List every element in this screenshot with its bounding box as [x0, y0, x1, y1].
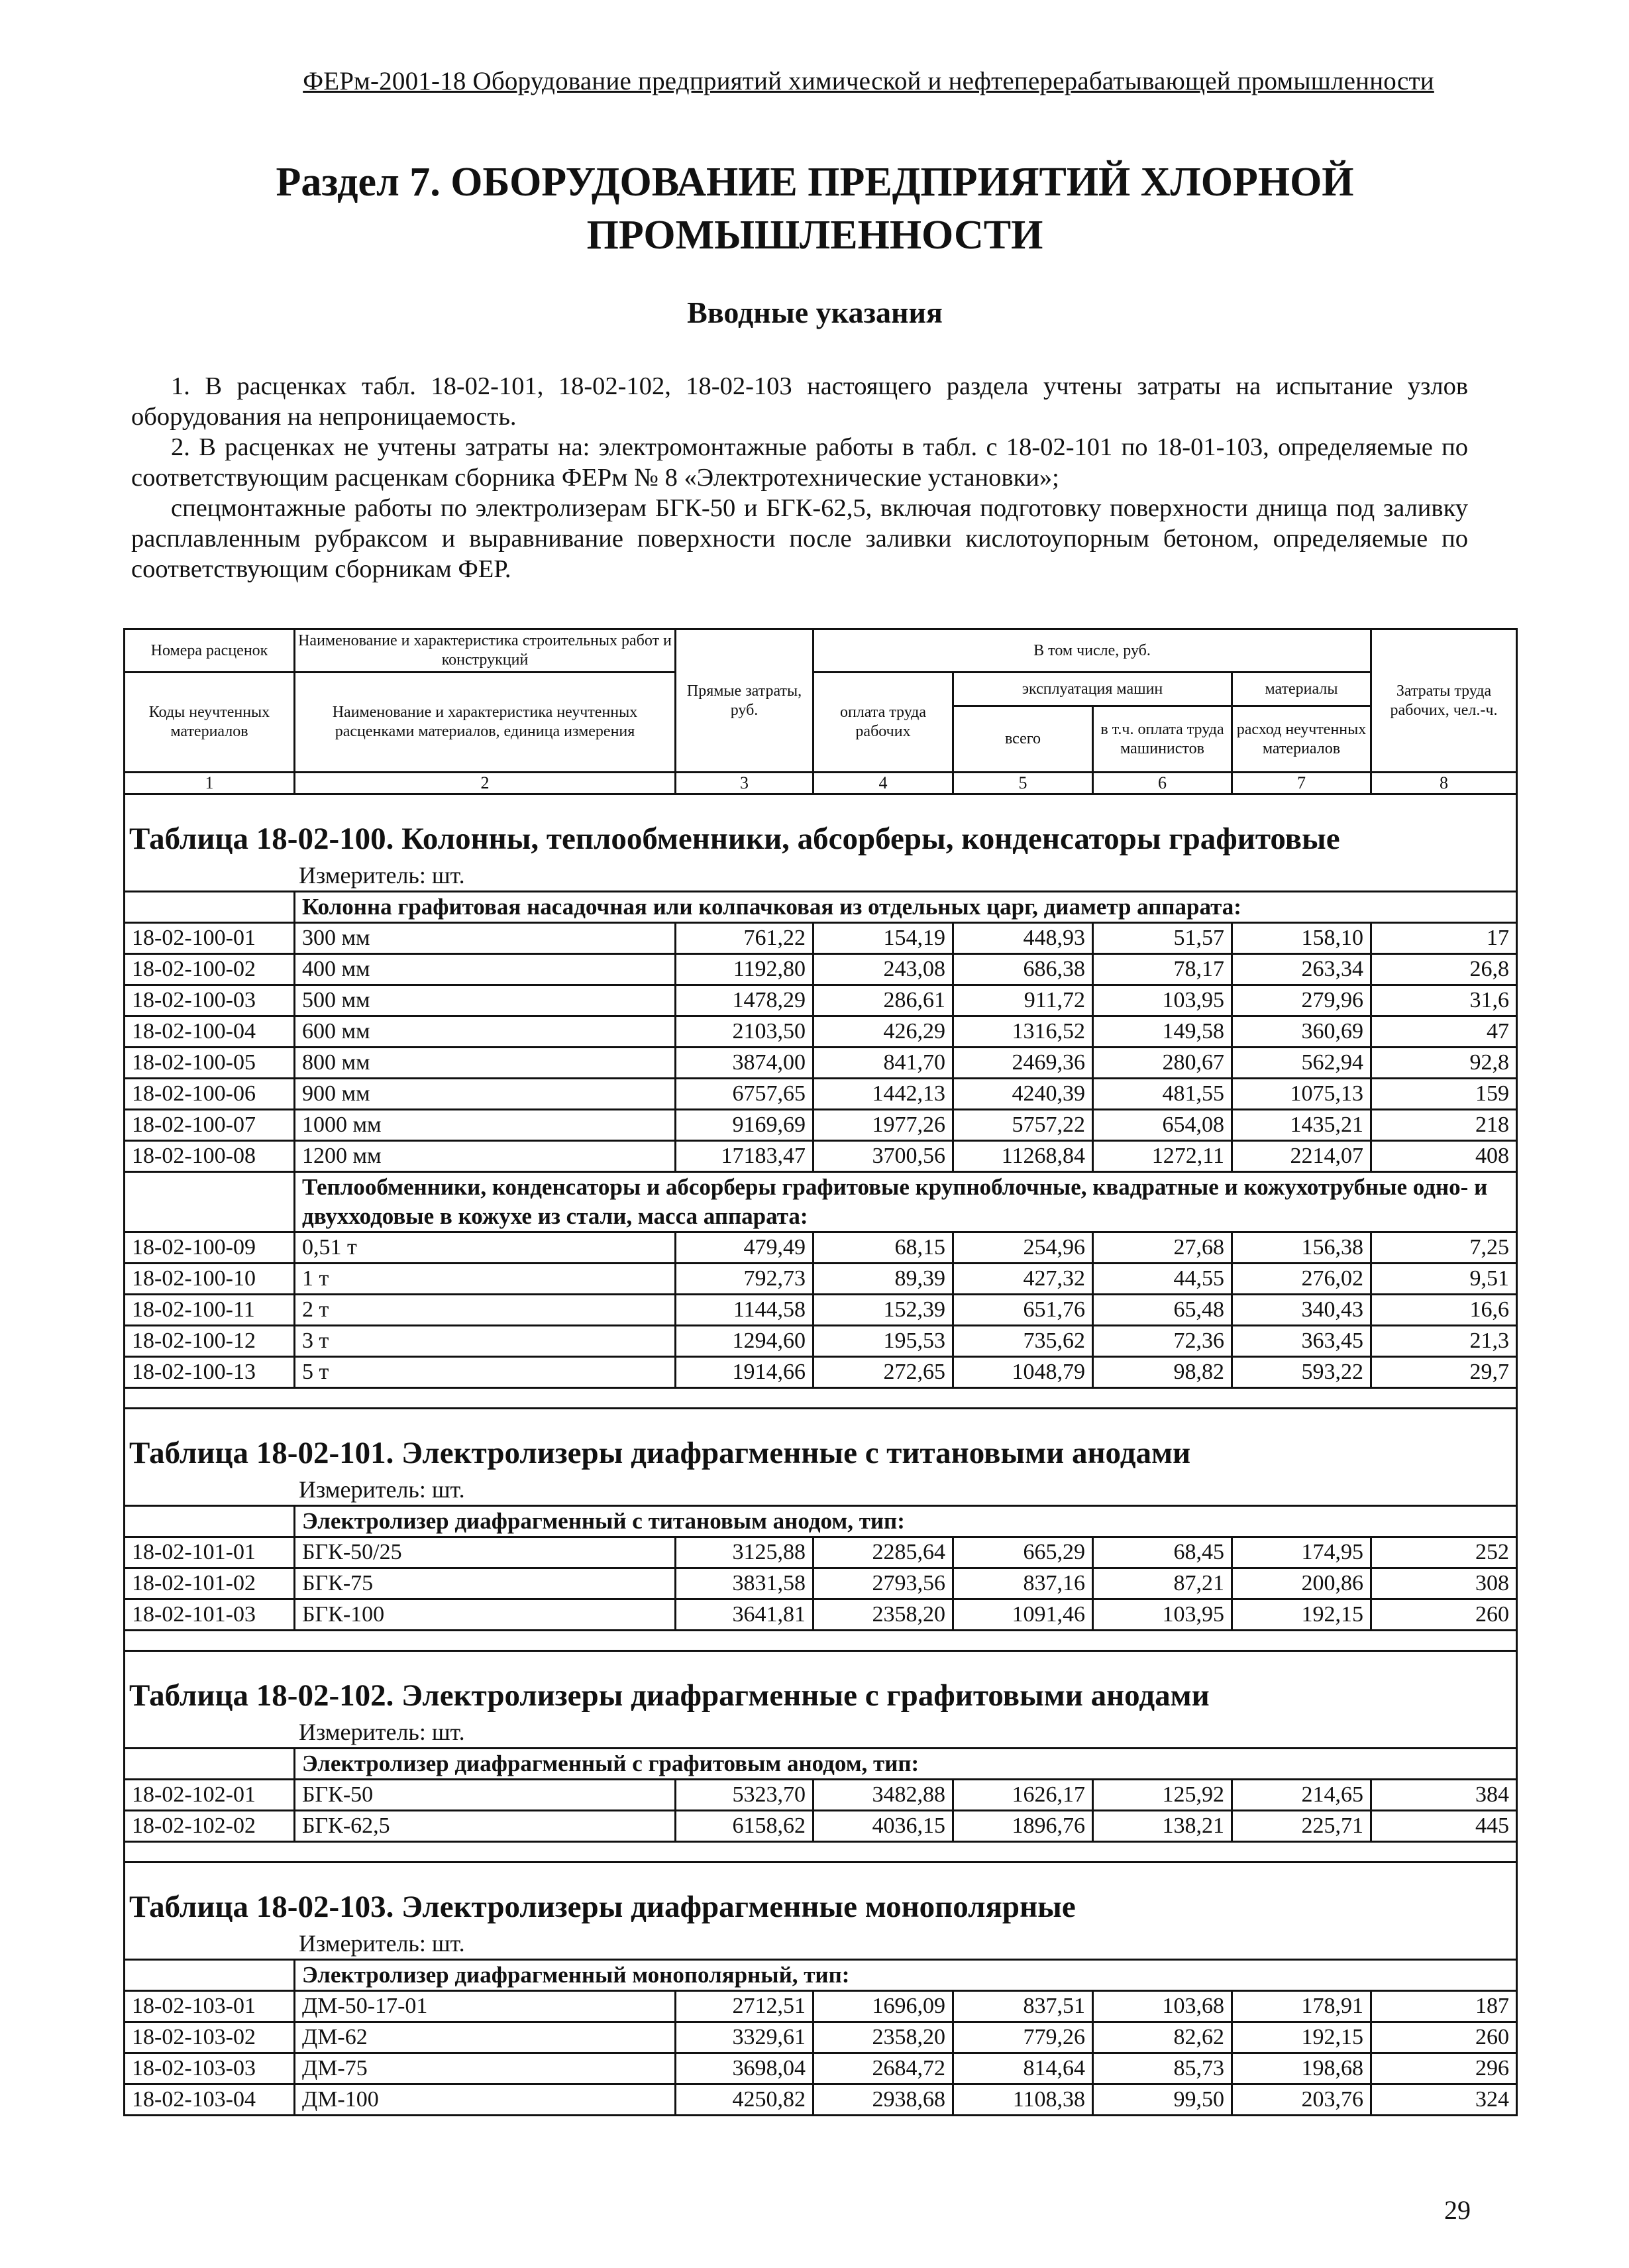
machinist-wages: 654,08	[1093, 1110, 1232, 1141]
worker-wages: 286,61	[814, 985, 953, 1016]
machines-total: 911,72	[953, 985, 1093, 1016]
materials: 203,76	[1232, 2084, 1371, 2116]
direct-costs: 761,22	[676, 923, 814, 954]
direct-costs: 1192,80	[676, 954, 814, 985]
group-row	[125, 1749, 1517, 1780]
rate-code: 18-02-100-07	[125, 1110, 295, 1141]
header-c1-bottom: Коды неучтенных материалов	[125, 673, 295, 773]
worker-wages: 2358,20	[814, 1599, 953, 1631]
measure-row	[125, 1474, 1517, 1506]
spacer-cell	[125, 1388, 1517, 1409]
running-header: ФЕРм-2001-18 Оборудование предприятий химической и нефтеперерабатывающей промышленности	[303, 67, 1434, 95]
direct-costs: 3125,88	[676, 1537, 814, 1568]
header-labor: Затраты труда рабочих, чел.-ч.	[1371, 629, 1517, 773]
intro-text	[131, 371, 1468, 584]
group-empty-cell	[125, 892, 295, 923]
item-name: ДМ-100	[295, 2084, 676, 2116]
group-title: Электролизер диафрагменный с титановым анодом, тип:	[295, 1506, 1517, 1537]
machines-total: 254,96	[953, 1232, 1093, 1264]
machinist-wages: 27,68	[1093, 1232, 1232, 1264]
rate-code: 18-02-100-01	[125, 923, 295, 954]
labor-hours: 26,8	[1371, 954, 1517, 985]
materials: 279,96	[1232, 985, 1371, 1016]
table-title: Таблица 18-02-101. Электролизеры диафрагменные с титановыми анодами	[125, 1409, 1517, 1475]
worker-wages: 841,70	[814, 1048, 953, 1079]
rate-code: 18-02-100-09	[125, 1232, 295, 1264]
rate-code: 18-02-100-08	[125, 1141, 295, 1172]
direct-costs: 792,73	[676, 1264, 814, 1295]
worker-wages: 243,08	[814, 954, 953, 985]
machinist-wages: 82,62	[1093, 2022, 1232, 2053]
table-row	[125, 1568, 1517, 1599]
item-name: 900 мм	[295, 1079, 676, 1110]
machines-total: 1048,79	[953, 1357, 1093, 1388]
table-spacer	[125, 1388, 1517, 1409]
direct-costs: 1478,29	[676, 985, 814, 1016]
table-row	[125, 1016, 1517, 1048]
machinist-wages: 51,57	[1093, 923, 1232, 954]
machinist-wages: 103,95	[1093, 985, 1232, 1016]
materials: 192,15	[1232, 2022, 1371, 2053]
price-table-body	[125, 629, 1517, 2116]
item-name: ДМ-62	[295, 2022, 676, 2053]
item-name: 300 мм	[295, 923, 676, 954]
table-row	[125, 954, 1517, 985]
column-number: 8	[1371, 773, 1517, 794]
header-machines-total: всего	[953, 706, 1093, 773]
materials: 1435,21	[1232, 1110, 1371, 1141]
materials: 200,86	[1232, 1568, 1371, 1599]
machines-total: 1108,38	[953, 2084, 1093, 2116]
column-number: 2	[295, 773, 676, 794]
table-row	[125, 1537, 1517, 1568]
materials: 562,94	[1232, 1048, 1371, 1079]
rate-code: 18-02-100-04	[125, 1016, 295, 1048]
materials: 263,34	[1232, 954, 1371, 985]
labor-hours: 187	[1371, 1991, 1517, 2022]
item-name: 2 т	[295, 1295, 676, 1326]
header-machines: эксплуатация машин	[953, 673, 1232, 706]
direct-costs: 2712,51	[676, 1991, 814, 2022]
direct-costs: 6158,62	[676, 1811, 814, 1842]
table-row	[125, 1048, 1517, 1079]
machinist-wages: 149,58	[1093, 1016, 1232, 1048]
measure-unit: Измеритель: шт.	[125, 1928, 1517, 1960]
spacer-cell	[125, 1631, 1517, 1651]
materials: 214,65	[1232, 1780, 1371, 1811]
worker-wages: 2793,56	[814, 1568, 953, 1599]
price-table	[123, 628, 1518, 2116]
table-spacer	[125, 1631, 1517, 1651]
machines-total: 2469,36	[953, 1048, 1093, 1079]
materials: 225,71	[1232, 1811, 1371, 1842]
rate-code: 18-02-101-02	[125, 1568, 295, 1599]
direct-costs: 3874,00	[676, 1048, 814, 1079]
table-row	[125, 1326, 1517, 1357]
table-row	[125, 1991, 1517, 2022]
table-row	[125, 1232, 1517, 1264]
item-name: 1000 мм	[295, 1110, 676, 1141]
labor-hours: 384	[1371, 1780, 1517, 1811]
labor-hours: 159	[1371, 1079, 1517, 1110]
section-title	[132, 156, 1497, 262]
worker-wages: 89,39	[814, 1264, 953, 1295]
rate-code: 18-02-102-02	[125, 1811, 295, 1842]
table-title: Таблица 18-02-100. Колонны, теплообменники, абсорберы, конденсаторы графитовые	[125, 794, 1517, 861]
item-name: 0,51 т	[295, 1232, 676, 1264]
rate-code: 18-02-103-04	[125, 2084, 295, 2116]
worker-wages: 1442,13	[814, 1079, 953, 1110]
group-empty-cell	[125, 1749, 295, 1780]
group-row	[125, 1172, 1517, 1232]
labor-hours: 17	[1371, 923, 1517, 954]
measure-unit: Измеритель: шт.	[125, 1474, 1517, 1506]
direct-costs: 3831,58	[676, 1568, 814, 1599]
worker-wages: 152,39	[814, 1295, 953, 1326]
machines-total: 1316,52	[953, 1016, 1093, 1048]
machines-total: 665,29	[953, 1537, 1093, 1568]
materials: 276,02	[1232, 1264, 1371, 1295]
materials: 340,43	[1232, 1295, 1371, 1326]
header-including: В том числе, руб.	[814, 629, 1371, 673]
machinist-wages: 1272,11	[1093, 1141, 1232, 1172]
table-row	[125, 1141, 1517, 1172]
group-title: Электролизер диафрагменный монополярный, тип:	[295, 1960, 1517, 1991]
labor-hours: 308	[1371, 1568, 1517, 1599]
table-title: Таблица 18-02-103. Электролизеры диафрагменные монополярные	[125, 1863, 1517, 1929]
rate-code: 18-02-100-06	[125, 1079, 295, 1110]
header-c2-top: Наименование и характеристика строительных работ и конструкций	[295, 629, 676, 673]
worker-wages: 426,29	[814, 1016, 953, 1048]
machinist-wages: 99,50	[1093, 2084, 1232, 2116]
worker-wages: 3482,88	[814, 1780, 953, 1811]
machinist-wages: 85,73	[1093, 2053, 1232, 2084]
labor-hours: 16,6	[1371, 1295, 1517, 1326]
rate-code: 18-02-100-11	[125, 1295, 295, 1326]
intro-paragraph: спецмонтажные работы по электролизерам БГК-50 и БГК-62,5, включая подготовку поверхности днища под заливку расплавленным рубраксом и выравнивание поверхности после заливки кислотоупорным бетоном, определяемые по соответствующим сборникам ФЕР.	[131, 494, 1468, 583]
item-name: БГК-50	[295, 1780, 676, 1811]
worker-wages: 195,53	[814, 1326, 953, 1357]
labor-hours: 21,3	[1371, 1326, 1517, 1357]
machines-total: 1626,17	[953, 1780, 1093, 1811]
table-row	[125, 1110, 1517, 1141]
machines-total: 11268,84	[953, 1141, 1093, 1172]
page-number: 29	[1444, 2195, 1471, 2225]
direct-costs: 3329,61	[676, 2022, 814, 2053]
item-name: БГК-75	[295, 1568, 676, 1599]
labor-hours: 445	[1371, 1811, 1517, 1842]
table-title-row	[125, 1863, 1517, 1929]
machines-total: 1091,46	[953, 1599, 1093, 1631]
labor-hours: 260	[1371, 1599, 1517, 1631]
group-empty-cell	[125, 1960, 295, 1991]
materials: 2214,07	[1232, 1141, 1371, 1172]
machinist-wages: 78,17	[1093, 954, 1232, 985]
table-row	[125, 2053, 1517, 2084]
item-name: 500 мм	[295, 985, 676, 1016]
measure-unit: Измеритель: шт.	[125, 860, 1517, 892]
column-number: 6	[1093, 773, 1232, 794]
table-row	[125, 1811, 1517, 1842]
direct-costs: 3698,04	[676, 2053, 814, 2084]
header-c2-bottom: Наименование и характеристика неучтенных расценками материалов, единица измерения	[295, 673, 676, 773]
rate-code: 18-02-102-01	[125, 1780, 295, 1811]
machines-total: 779,26	[953, 2022, 1093, 2053]
machinist-wages: 72,36	[1093, 1326, 1232, 1357]
intro-title: Вводные указания	[687, 296, 943, 329]
column-number: 4	[814, 773, 953, 794]
rate-code: 18-02-100-03	[125, 985, 295, 1016]
rate-code: 18-02-103-03	[125, 2053, 295, 2084]
section-title-line: Раздел 7. ОБОРУДОВАНИЕ ПРЕДПРИЯТИЙ ХЛОРНОЙ	[276, 160, 1354, 205]
materials: 198,68	[1232, 2053, 1371, 2084]
worker-wages: 154,19	[814, 923, 953, 954]
rate-code: 18-02-100-13	[125, 1357, 295, 1388]
direct-costs: 5323,70	[676, 1780, 814, 1811]
table-row	[125, 1295, 1517, 1326]
item-name: 400 мм	[295, 954, 676, 985]
machines-total: 837,16	[953, 1568, 1093, 1599]
item-name: БГК-50/25	[295, 1537, 676, 1568]
labor-hours: 31,6	[1371, 985, 1517, 1016]
machinist-wages: 280,67	[1093, 1048, 1232, 1079]
direct-costs: 1294,60	[676, 1326, 814, 1357]
group-title: Электролизер диафрагменный с графитовым анодом, тип:	[295, 1749, 1517, 1780]
direct-costs: 479,49	[676, 1232, 814, 1264]
group-row	[125, 1506, 1517, 1537]
labor-hours: 47	[1371, 1016, 1517, 1048]
section-title-line: ПРОМЫШЛЕННОСТИ	[586, 213, 1043, 258]
header-direct-costs: Прямые затраты, руб.	[676, 629, 814, 773]
materials: 593,22	[1232, 1357, 1371, 1388]
labor-hours: 9,51	[1371, 1264, 1517, 1295]
machinist-wages: 138,21	[1093, 1811, 1232, 1842]
machinist-wages: 87,21	[1093, 1568, 1232, 1599]
labor-hours: 260	[1371, 2022, 1517, 2053]
direct-costs: 2103,50	[676, 1016, 814, 1048]
spacer-cell	[125, 1842, 1517, 1863]
column-number: 5	[953, 773, 1093, 794]
table-row	[125, 923, 1517, 954]
labor-hours: 7,25	[1371, 1232, 1517, 1264]
group-row	[125, 1960, 1517, 1991]
item-name: 1 т	[295, 1264, 676, 1295]
column-number: 1	[125, 773, 295, 794]
machinist-wages: 44,55	[1093, 1264, 1232, 1295]
rate-code: 18-02-101-03	[125, 1599, 295, 1631]
table-title-row	[125, 1651, 1517, 1717]
worker-wages: 2684,72	[814, 2053, 953, 2084]
labor-hours: 324	[1371, 2084, 1517, 2116]
direct-costs: 9169,69	[676, 1110, 814, 1141]
machinist-wages: 103,95	[1093, 1599, 1232, 1631]
worker-wages: 68,15	[814, 1232, 953, 1264]
table-row	[125, 2022, 1517, 2053]
labor-hours: 408	[1371, 1141, 1517, 1172]
worker-wages: 1696,09	[814, 1991, 953, 2022]
machinist-wages: 481,55	[1093, 1079, 1232, 1110]
labor-hours: 29,7	[1371, 1357, 1517, 1388]
table-row	[125, 2084, 1517, 2116]
rate-code: 18-02-100-05	[125, 1048, 295, 1079]
labor-hours: 252	[1371, 1537, 1517, 1568]
intro-paragraph: 1. В расценках табл. 18-02-101, 18-02-102, 18-02-103 настоящего раздела учтены затраты на испытание узлов оборудования на непроницаемость.	[131, 372, 1468, 431]
direct-costs: 1144,58	[676, 1295, 814, 1326]
rate-code: 18-02-100-10	[125, 1264, 295, 1295]
direct-costs: 4250,82	[676, 2084, 814, 2116]
materials: 156,38	[1232, 1232, 1371, 1264]
intro-paragraph: 2. В расценках не учтены затраты на: электромонтажные работы в табл. с 18-02-101 по 18-01-103, определяемые по соответствующим расценкам сборника ФЕРм № 8 «Электротехнические установки»;	[131, 433, 1468, 492]
materials: 158,10	[1232, 923, 1371, 954]
direct-costs: 6757,65	[676, 1079, 814, 1110]
table-row	[125, 1599, 1517, 1631]
rate-code: 18-02-100-12	[125, 1326, 295, 1357]
machines-total: 837,51	[953, 1991, 1093, 2022]
materials: 174,95	[1232, 1537, 1371, 1568]
header-materials: материалы	[1232, 673, 1371, 706]
materials: 178,91	[1232, 1991, 1371, 2022]
direct-costs: 1914,66	[676, 1357, 814, 1388]
machines-total: 814,64	[953, 2053, 1093, 2084]
materials: 360,69	[1232, 1016, 1371, 1048]
item-name: БГК-62,5	[295, 1811, 676, 1842]
item-name: 1200 мм	[295, 1141, 676, 1172]
rate-code: 18-02-101-01	[125, 1537, 295, 1568]
item-name: ДМ-75	[295, 2053, 676, 2084]
header-worker-wages: оплата труда рабочих	[814, 673, 953, 773]
machines-total: 5757,22	[953, 1110, 1093, 1141]
group-title: Теплообменники, конденсаторы и абсорберы графитовые крупноблочные, квадратные и кожухотрубные одно- и двухходовые в кожухе из стали, масса аппарата:	[295, 1172, 1517, 1232]
item-name: БГК-100	[295, 1599, 676, 1631]
group-title: Колонна графитовая насадочная или колпачковая из отдельных царг, диаметр аппарата:	[295, 892, 1517, 923]
table-row	[125, 1357, 1517, 1388]
worker-wages: 2285,64	[814, 1537, 953, 1568]
machines-total: 686,38	[953, 954, 1093, 985]
table-title-row	[125, 1409, 1517, 1475]
column-number: 7	[1232, 773, 1371, 794]
item-name: 600 мм	[295, 1016, 676, 1048]
header-material-consumption: расход неучтенных материалов	[1232, 706, 1371, 773]
table-row	[125, 985, 1517, 1016]
header-c1-top: Номера расценок	[125, 629, 295, 673]
machines-total: 735,62	[953, 1326, 1093, 1357]
worker-wages: 4036,15	[814, 1811, 953, 1842]
column-number: 3	[676, 773, 814, 794]
item-name: ДМ-50-17-01	[295, 1991, 676, 2022]
measure-unit: Измеритель: шт.	[125, 1717, 1517, 1749]
machinist-wages: 65,48	[1093, 1295, 1232, 1326]
rate-code: 18-02-103-01	[125, 1991, 295, 2022]
machinist-wages: 103,68	[1093, 1991, 1232, 2022]
machinist-wages: 98,82	[1093, 1357, 1232, 1388]
worker-wages: 2358,20	[814, 2022, 953, 2053]
group-empty-cell	[125, 1506, 295, 1537]
worker-wages: 1977,26	[814, 1110, 953, 1141]
machinist-wages: 125,92	[1093, 1780, 1232, 1811]
table-title-row	[125, 794, 1517, 861]
table-spacer	[125, 1842, 1517, 1863]
machines-total: 1896,76	[953, 1811, 1093, 1842]
header-machinist-wages: в т.ч. оплата труда машинистов	[1093, 706, 1232, 773]
table-row	[125, 1780, 1517, 1811]
item-name: 5 т	[295, 1357, 676, 1388]
direct-costs: 3641,81	[676, 1599, 814, 1631]
worker-wages: 3700,56	[814, 1141, 953, 1172]
measure-row	[125, 1928, 1517, 1960]
labor-hours: 92,8	[1371, 1048, 1517, 1079]
machines-total: 651,76	[953, 1295, 1093, 1326]
labor-hours: 296	[1371, 2053, 1517, 2084]
direct-costs: 17183,47	[676, 1141, 814, 1172]
table-title: Таблица 18-02-102. Электролизеры диафрагменные с графитовыми анодами	[125, 1651, 1517, 1717]
item-name: 800 мм	[295, 1048, 676, 1079]
table-row	[125, 1264, 1517, 1295]
materials: 192,15	[1232, 1599, 1371, 1631]
machinist-wages: 68,45	[1093, 1537, 1232, 1568]
table-row	[125, 1079, 1517, 1110]
materials: 363,45	[1232, 1326, 1371, 1357]
rate-code: 18-02-103-02	[125, 2022, 295, 2053]
labor-hours: 218	[1371, 1110, 1517, 1141]
materials: 1075,13	[1232, 1079, 1371, 1110]
machines-total: 4240,39	[953, 1079, 1093, 1110]
group-row	[125, 892, 1517, 923]
machines-total: 448,93	[953, 923, 1093, 954]
worker-wages: 2938,68	[814, 2084, 953, 2116]
item-name: 3 т	[295, 1326, 676, 1357]
worker-wages: 272,65	[814, 1357, 953, 1388]
group-empty-cell	[125, 1172, 295, 1232]
rate-code: 18-02-100-02	[125, 954, 295, 985]
machines-total: 427,32	[953, 1264, 1093, 1295]
measure-row	[125, 1717, 1517, 1749]
measure-row	[125, 860, 1517, 892]
